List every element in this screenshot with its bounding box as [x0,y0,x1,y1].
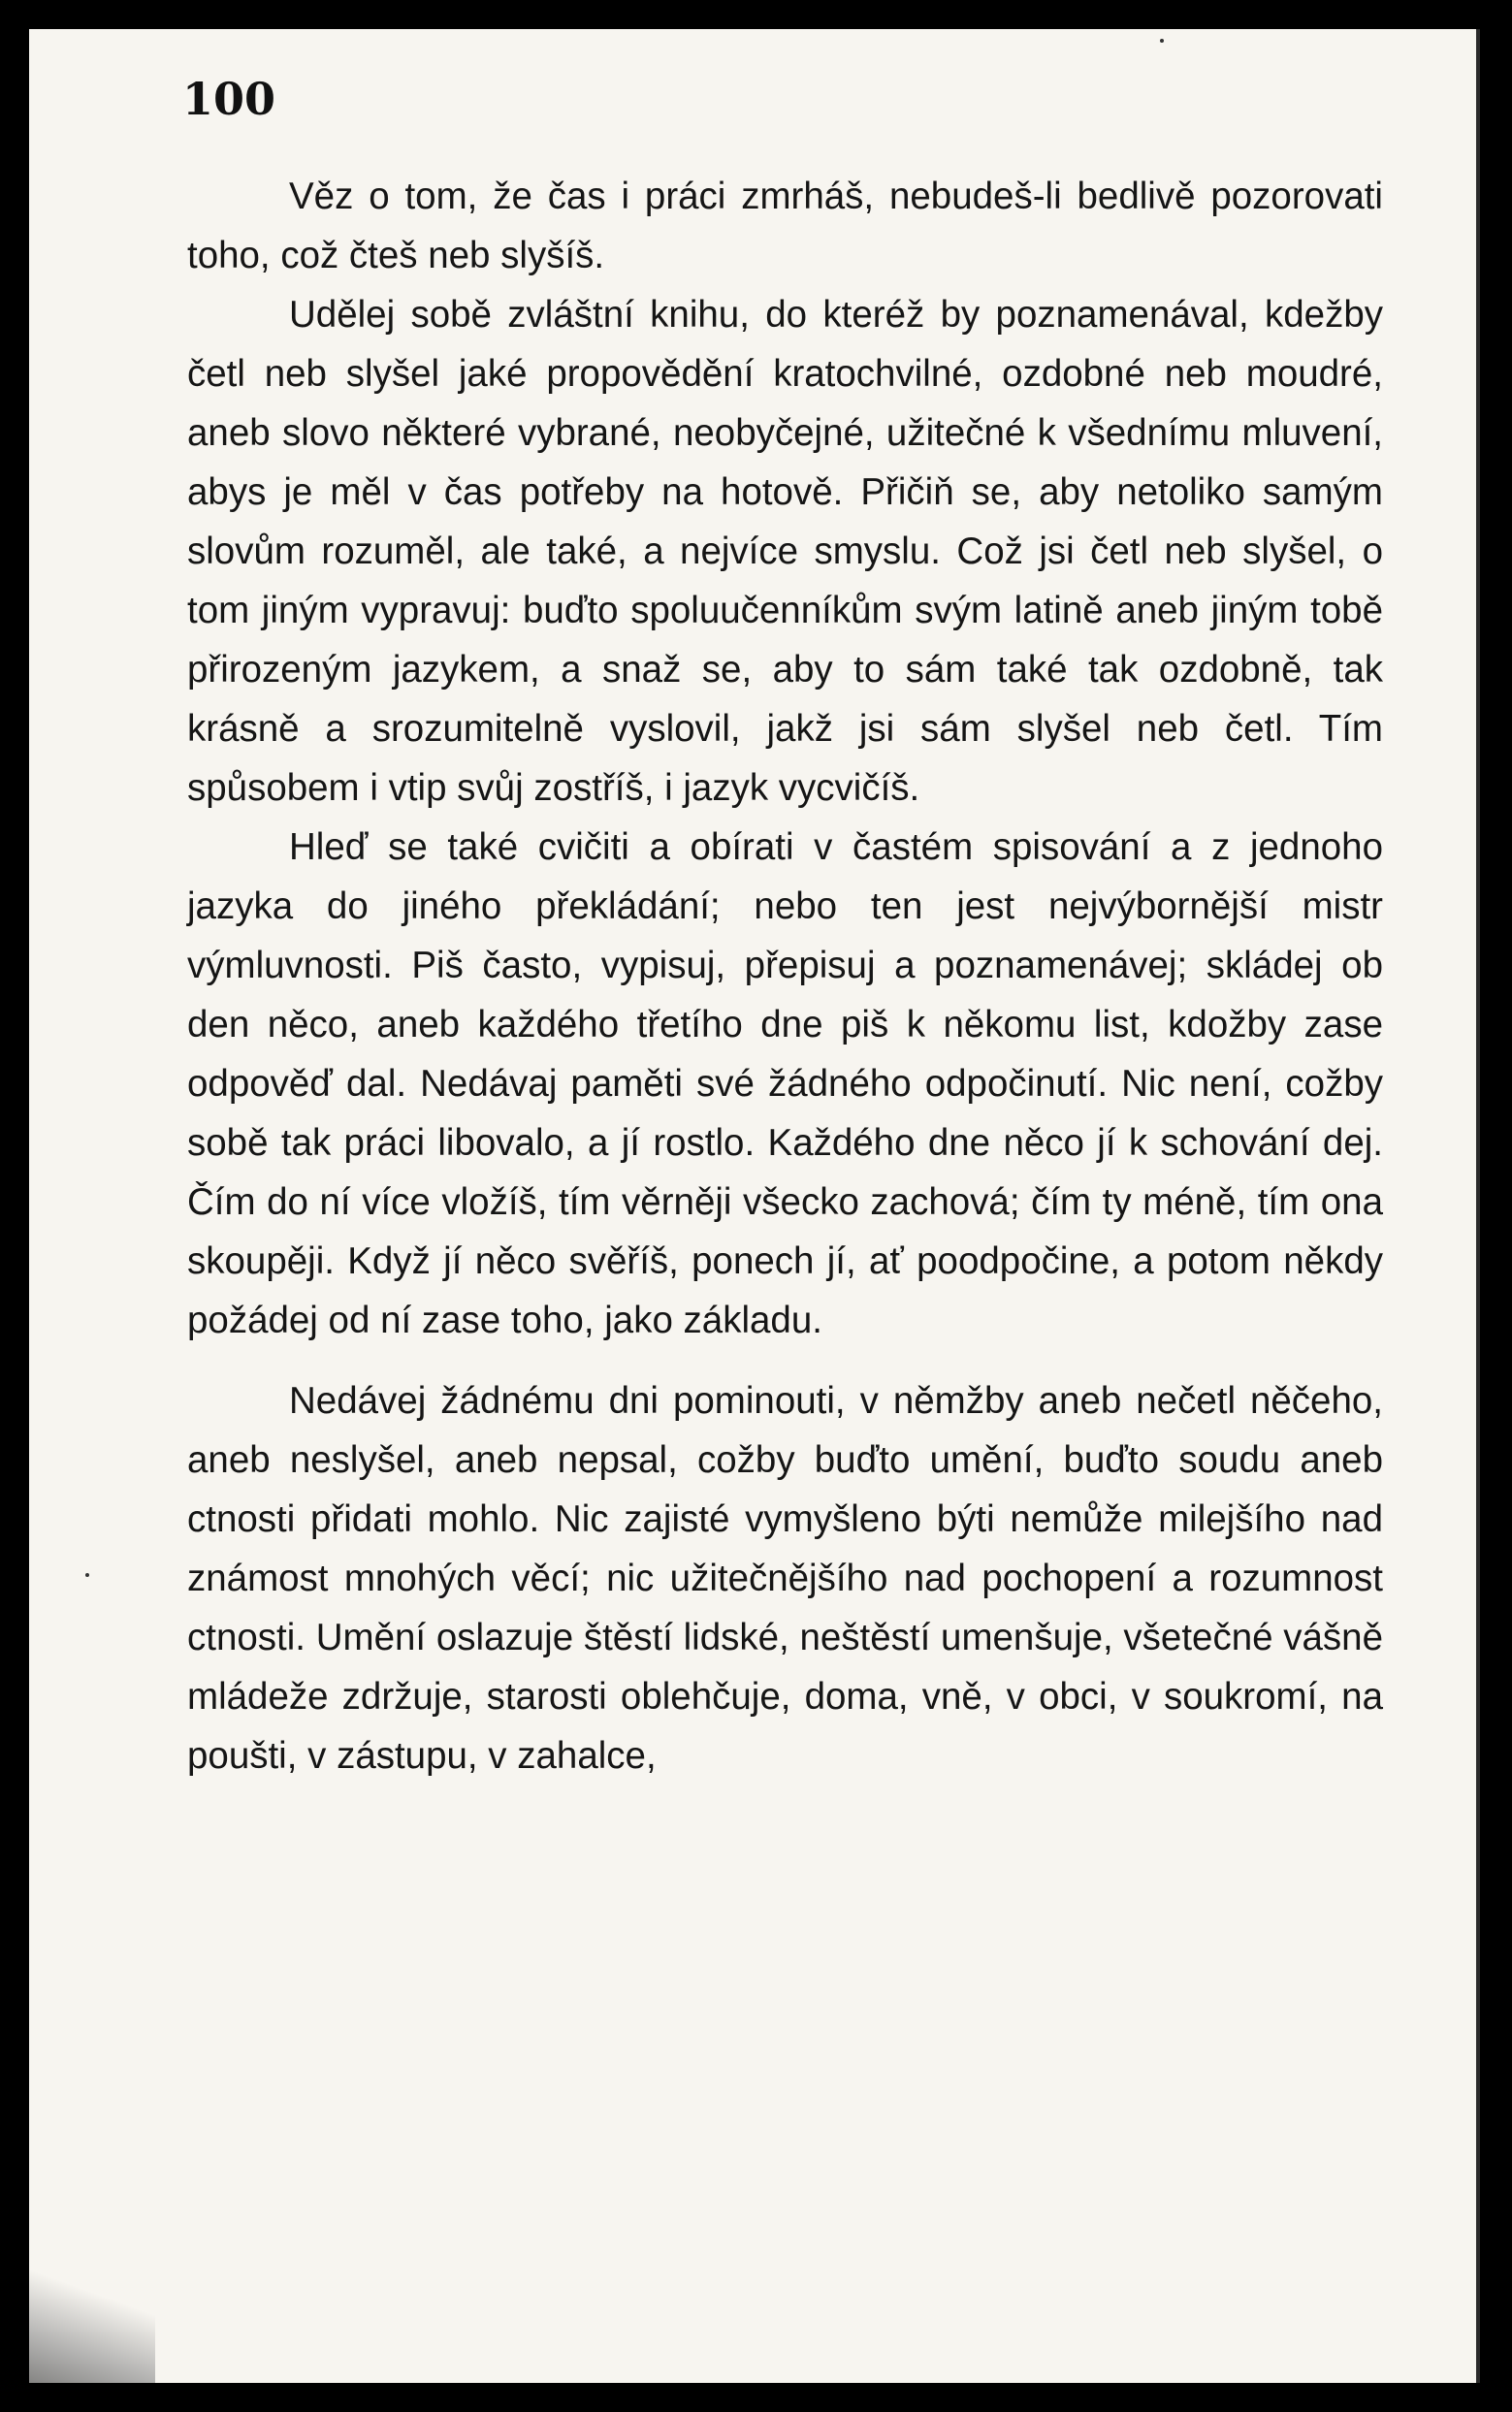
paper-speck [85,1573,89,1577]
paragraph: Nedávej žádnému dni pominouti, v němžby aneb nečetl něčeho, aneb neslyšel, aneb nepsal, cožby buďto umění, buďto soudu aneb ctnosti přidati mohlo. Nic zajisté vymyšleno býti nemůže milejšího nad známost mnohých věcí; nic užitečnějšího nad pochopení a rozumnost ctnosti. Umění oslazuje štěstí lidské, neštěstí umenšuje, všetečné vášně mládeže zdržuje, starosti oblehčuje, doma, vně, v obci, v soukromí, na poušti, v zástupu, v zahalce, [187,1380,1383,1777]
paper-smudge [29,2267,155,2383]
page-number: 100 [182,73,276,125]
body-text [187,167,1383,1785]
paragraph: Věz o tom, že čas i práci zmrháš, nebudeš-li bedlivě pozorovati toho, což čteš neb slyšíš. [187,176,1383,276]
paper-speck [1160,39,1164,43]
paragraph: Udělej sobě zvláštní knihu, do kteréž by poznamenával, kdežby četl neb slyšel jaké propovědění kratochvilné, ozdobné neb moudré, aneb slovo některé vybrané, neobyčejné, užitečné k všednímu mluvení, abys je měl v čas potřeby na hotově. Přičiň se, aby netoliko samým slovům rozuměl, ale také, a nejvíce smyslu. Což jsi četl neb slyšel, o tom jiným vypravuj: buďto spoluučenníkům svým latině aneb jiným tobě přirozeným jazykem, a snaž se, aby to sám také tak ozdobně, tak krásně a srozumitelně vyslovil, jakž jsi sám slyšel neb četl. Tím spůsobem i vtip svůj zostříš, i jazyk vycvičíš. [187,294,1383,809]
paragraph: Hleď se také cvičiti a obírati v častém spisování a z jednoho jazyka do jiného překládání; nebo ten jest nejvýbornější mistr výmluvnosti. Piš často, vypisuj, přepisuj a poznamenávej; skládej ob den něco, aneb každého třetího dne piš k někomu list, kdožby zase odpověď dal. Nedávaj paměti své žádného odpočinutí. Nic není, cožby sobě tak práci libovalo, a jí rostlo. Každého dne něco jí k schování dej. Čím do ní více vložíš, tím věrněji všecko zachová; čím ty méně, tím ona skoupěji. Když jí něco svěříš, ponech jí, ať poodpočine, a potom někdy požádej od ní zase toho, jako základu. [187,826,1383,1341]
